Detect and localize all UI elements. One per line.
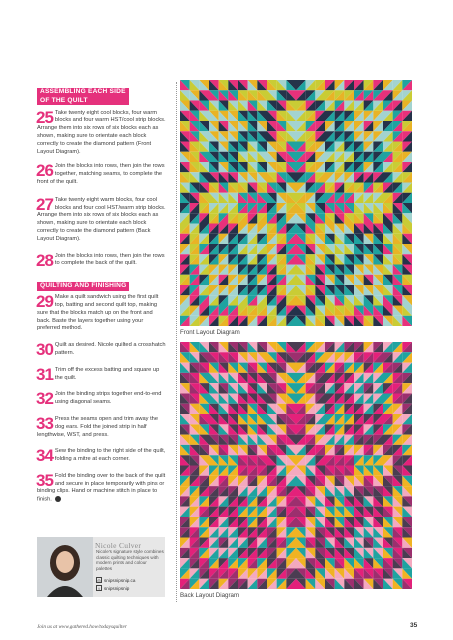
designer-description: Nicole's signature style combines classic quilting techniques with modern prints and colour palettes (96, 549, 164, 571)
back-diagram-caption: Back Layout Diagram (180, 592, 240, 599)
step-number: 35 (36, 470, 53, 490)
page-number: 35 (410, 622, 418, 629)
step-text: Take twenty eight cool blocks, four warm blocks and four warm HST/cool strip blocks. Arrange them into six rows of six blocks each as shown, making sure to orientate each block correctly to create the diamond pattern (Front Layout Diagram). (37, 109, 166, 155)
step-28 (36, 250, 167, 270)
step-text: Press the seams open and trim away the dog ears. Fold the joined strip in half lengthwise, WST, and press. (37, 415, 158, 438)
designer-bio-box (37, 537, 165, 597)
step-text: Quilt as desired. Nicole quilted a crosshatch pattern. (54, 342, 166, 356)
step-number: 25 (36, 107, 53, 127)
step-text: Join the binding strips together end-to-end using diagonal seams. (54, 391, 162, 406)
footer-text: Join us at www.gathered.how/todaysquilter (37, 624, 127, 630)
step-26 (37, 163, 167, 186)
header-line: ASSEMBLING EACH SIDE (40, 88, 126, 95)
website-label: snipsnipsnip.ca (104, 577, 136, 583)
step-text: Take twenty eight warm blocks, four cool blocks and four cool HST/warm strip blocks. Arrange them into six rows of six blocks each as shown, making sure to orientate each block correctly to create the diamond pattern (Back Layout Diagram). (37, 196, 166, 242)
instagram-icon: ◎ (97, 578, 101, 583)
twitter-label: snipsnipsnip (104, 585, 130, 591)
website-link[interactable] (96, 577, 135, 583)
step-30 (37, 342, 167, 358)
step-number: 33 (36, 413, 53, 433)
step-number: 31 (36, 364, 53, 384)
end-mark-icon (55, 496, 61, 502)
step-number: 30 (36, 340, 53, 360)
step-number: 26 (36, 161, 53, 181)
twitter-icon: t (96, 585, 102, 591)
step-number: 27 (36, 194, 53, 214)
designer-name: Nicole Culver (95, 541, 142, 550)
section-header-assembling (37, 88, 129, 105)
step-number: 29 (36, 292, 53, 312)
step-32 (37, 391, 167, 407)
step-text: Sew the binding to the right side of the quilt, folding a mitre at each corner. (54, 448, 166, 463)
header-line: OF THE QUILT (40, 96, 88, 104)
step-text: Trim off the excess batting and square up the quilt. (54, 366, 160, 381)
step-text: Make a quilt sandwich using the first quilt top, batting and second quilt top, making sure that the blocks match up on the front and back. Baste the layers together using your preferred method. (37, 294, 159, 332)
step-31 (36, 364, 167, 384)
portrait-illustration (37, 537, 93, 597)
step-35 (36, 470, 167, 505)
step-25 (36, 107, 167, 157)
designer-photo (37, 537, 93, 597)
step-text: Join the blocks into rows, then join the rows to complete the back of the quilt. (54, 252, 165, 267)
step-number: 34 (36, 446, 53, 466)
step-29 (37, 294, 167, 333)
step-number: 32 (36, 389, 53, 409)
step-34 (37, 448, 167, 464)
front-diagram-caption: Front Layout Diagram (180, 329, 240, 336)
instructions-column (37, 88, 167, 505)
step-27 (36, 194, 167, 244)
step-33 (36, 413, 167, 439)
front-layout-diagram (180, 80, 412, 326)
twitter-link[interactable] (96, 585, 129, 591)
column-divider (176, 82, 177, 602)
back-layout-diagram (180, 342, 412, 589)
section-header-quilting: QUILTING AND FINISHING (37, 282, 129, 291)
step-text: Fold the binding over to the back of the quilt and secure in place temporarily with pins or binding clips. Hand or machine stitch in place to finish. (37, 472, 166, 503)
step-number: 28 (36, 250, 53, 270)
step-text: Join the blocks into rows, then join the rows together, matching seams, to complete the front of the quilt. (37, 163, 165, 185)
